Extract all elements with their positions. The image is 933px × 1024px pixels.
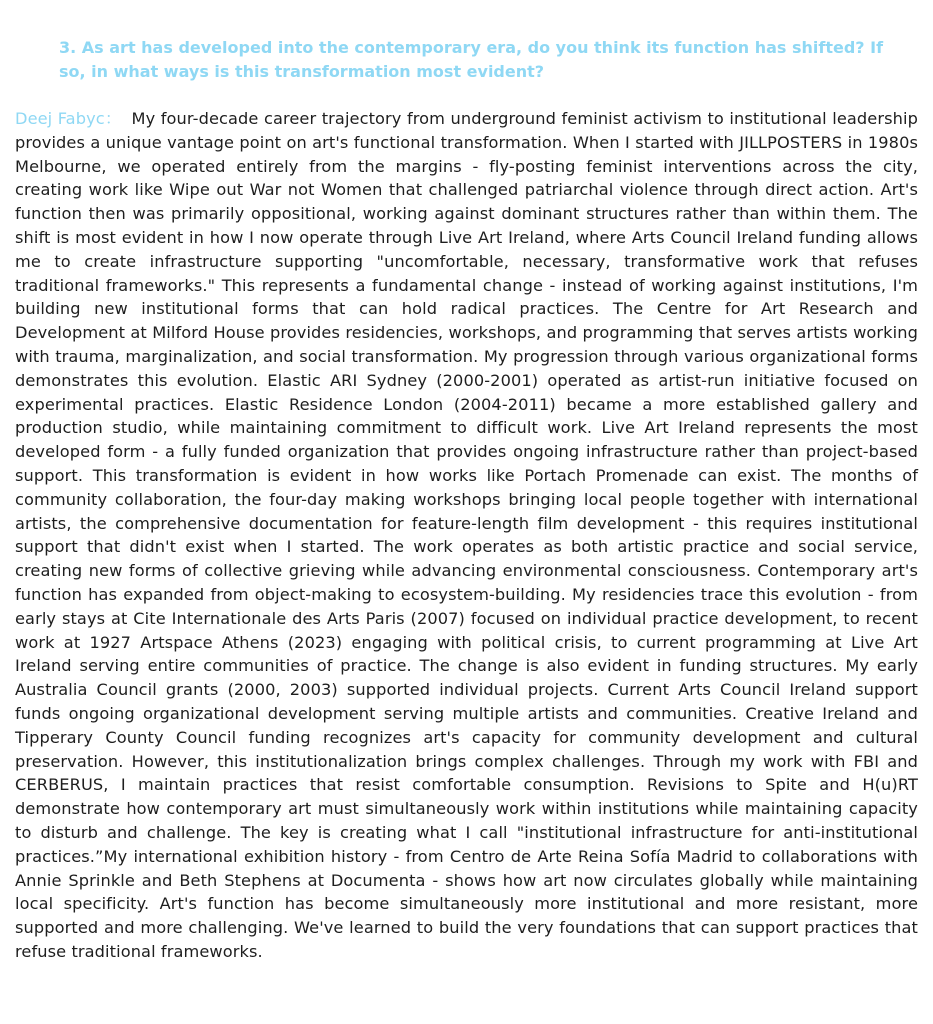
answer-text: My four-decade career trajectory from underground feminist activism to institutional leadership provides a unique vantage point on art's functional transformation. When I started with JILLPOSTERS in 1980s Melbourne, we operated entirely from the margins - fly-posting feminist interventions across the city, creating work like Wipe out War not Women that challenged patriarchal violence through direct action. Art's function then was primarily oppositional, working against dominant structures rather than within them. The shift is most evident in how I now operate through Live Art Ireland, where Arts Council Ireland funding allows me to create infrastructure supporting "uncomfortable, necessary, transformative work that refuses traditional frameworks." This represents a fundamental change - instead of working against institutions, I'm building new institutional forms that can hold radical practices. The Centre for Art Research and Development at Milford House provides residencies, workshops, and programming that serves artists working with trauma, marginalization, and social transformation. My progression through various organizational forms demonstrates this evolution. Elastic ARI Sydney (2000-2001) operated as artist-run initiative focused on experimental practices. Elastic Residence London (2004-2011) became a more established gallery and production studio, while maintaining commitment to difficult work. Live Art Ireland represents the most developed form - a fully funded organization that provides ongoing infrastructure rather than project-based support. This transformation is evident in how works like Portach Promenade can exist. The months of community collaboration, the four-day making workshops bringing local people together with international artists, the comprehensive documentation for feature-length film development - this requires institutional support that didn't exist when I started. The work operates as both artistic practice and social service, creating new forms of collective grieving while advancing environmental consciousness. Contemporary art's function has expanded from object-making to ecosystem-building. My residencies trace this evolution - from early stays at Cite Internationale des Arts Paris (2007) focused on individual practice development, to recent work at 1927 Artspace Athens (2023) engaging with political crisis, to current programming at Live Art Ireland serving entire communities of practice. The change is also evident in funding structures. My early Australia Council grants (2000, 2003) supported individual projects. Current Arts Council Ireland support funds ongoing organizational development serving multiple artists and communities. Creative Ireland and Tipperary County Council funding recognizes art's capacity for community development and cultural preservation. However, this institutionalization brings complex challenges. Through my work with FBI and CERBERUS, I maintain practices that resist comfortable consumption. Revisions to Spite and H(u)RT demonstrate how contemporary art must simultaneously work within institutions while maintaining capacity to disturb and challenge. The key is creating what I call "institutional infrastructure for anti-institutional practices.”My international exhibition history - from Centro de Arte Reina Sofía Madrid to collaborations with Annie Sprinkle and Beth Stephens at Documenta - shows how art now circulates globally while maintaining local specificity. Art's function has become simultaneously more institutional and more resistant, more supported and more challenging. We've learned to build the very foundations that can support practices that refuse traditional frameworks.	[15, 109, 918, 961]
speaker-name: Deej Fabyc	[15, 109, 105, 128]
speaker-separator: ：	[104, 109, 122, 128]
interview-answer	[15, 107, 918, 964]
interview-question: 3. As art has developed into the contemporary era, do you think its function has shifted? If so, in what ways is this transformation most evident?	[59, 38, 884, 81]
